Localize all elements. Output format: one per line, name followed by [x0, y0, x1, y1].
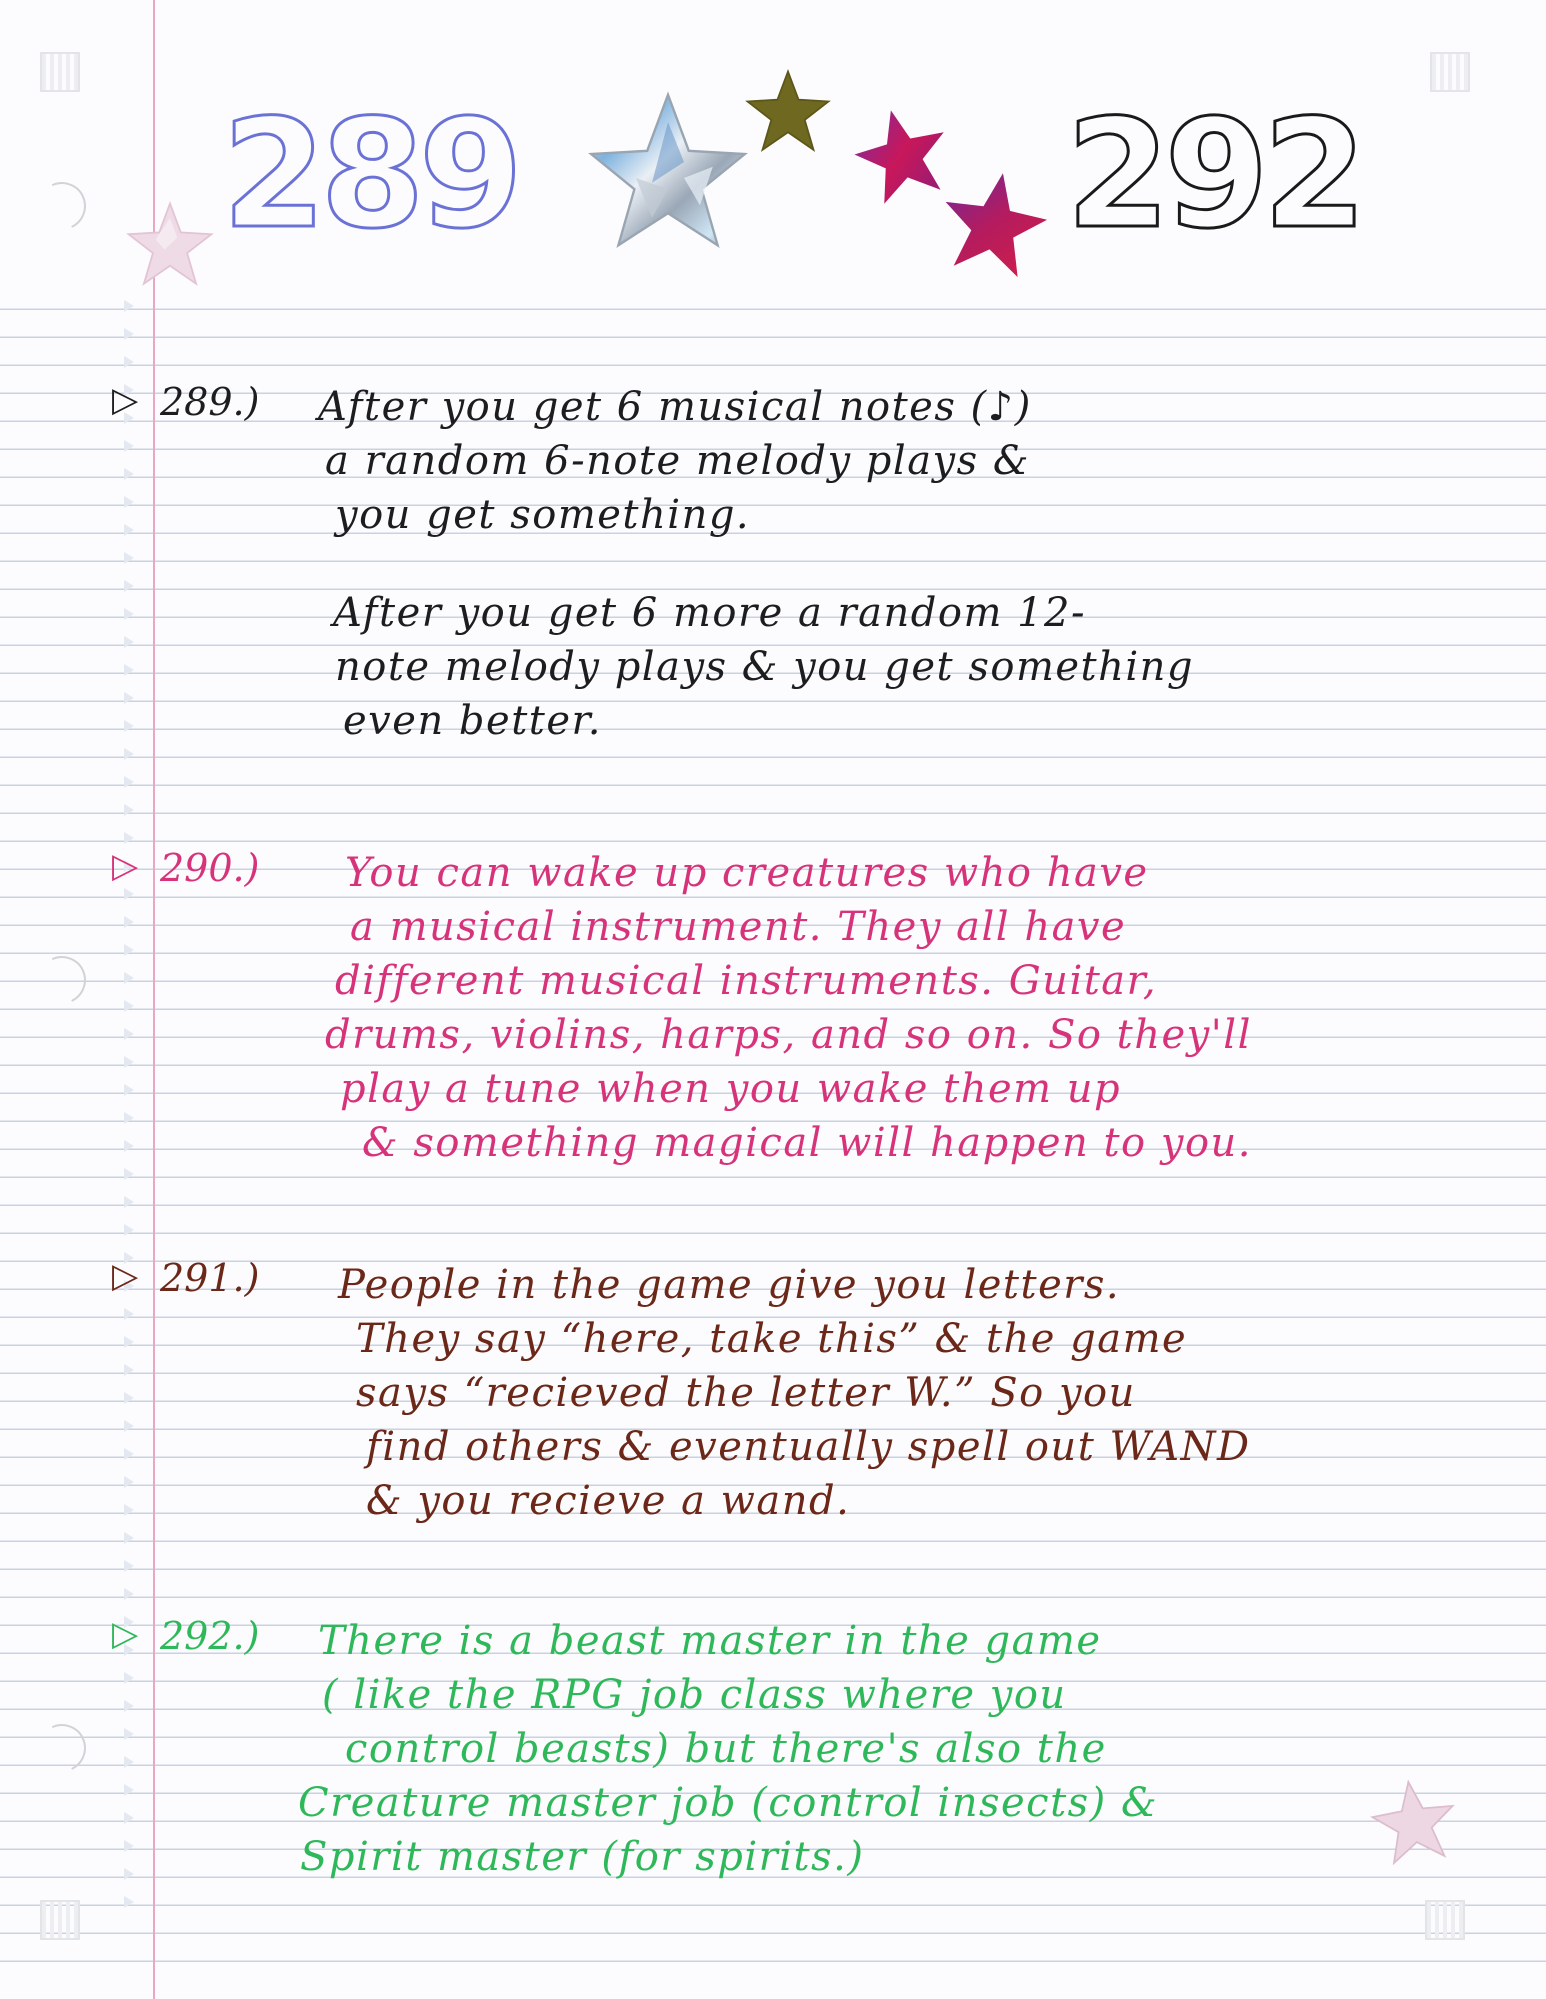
- margin-triangle: [124, 524, 134, 536]
- margin-triangle: [124, 1168, 134, 1180]
- entry-line: & something magical will happen to you.: [362, 1120, 1253, 1166]
- margin-triangle: [124, 552, 134, 564]
- entry-line: says “recieved the letter W.” So you: [356, 1370, 1136, 1416]
- margin-triangle: [124, 1308, 134, 1320]
- margin-triangle: [124, 1224, 134, 1236]
- triangle-bullet-icon: ▷: [112, 1614, 139, 1654]
- margin-triangle: [124, 496, 134, 508]
- margin-triangle: [124, 972, 134, 984]
- entry-line: They say “here, take this” & the game: [356, 1316, 1188, 1362]
- entry-line: a musical instrument. They all have: [350, 904, 1127, 950]
- margin-triangle: [124, 1336, 134, 1348]
- margin-triangle: [124, 328, 134, 340]
- margin-triangle: [124, 1140, 134, 1152]
- range-start-number: 289: [222, 88, 518, 262]
- margin-triangle: [124, 1784, 134, 1796]
- margin-triangle: [124, 1728, 134, 1740]
- binder-hole: [31, 1717, 93, 1779]
- margin-triangle: [124, 1532, 134, 1544]
- margin-triangle: [124, 944, 134, 956]
- entry-line: Creature master job (control insects) &: [298, 1780, 1159, 1826]
- entry-line: There is a beast master in the game: [318, 1618, 1102, 1664]
- entry-number: 292.): [160, 1614, 260, 1658]
- margin-triangle: [124, 1756, 134, 1768]
- margin-triangle: [124, 1196, 134, 1208]
- margin-triangle: [124, 608, 134, 620]
- margin-triangle: [124, 580, 134, 592]
- margin-triangle: [124, 636, 134, 648]
- entry-number: 289.): [160, 380, 260, 424]
- margin-triangle: [124, 1476, 134, 1488]
- margin-triangle: [124, 888, 134, 900]
- margin-triangle: [124, 1896, 134, 1908]
- entry-line: even better.: [343, 698, 602, 744]
- margin-triangle: [124, 440, 134, 452]
- red-purple-star-sticker: [852, 105, 952, 205]
- entry-line: You can wake up creatures who have: [345, 850, 1149, 896]
- margin-triangle: [124, 468, 134, 480]
- entry-line: control beasts) but there's also the: [345, 1726, 1107, 1772]
- margin-triangle-strip: [118, 300, 148, 1920]
- margin-triangle: [124, 664, 134, 676]
- gold-star-sticker: [742, 68, 834, 156]
- entry-line: a random 6-note melody plays &: [325, 438, 1030, 484]
- corner-mark: [40, 1900, 80, 1940]
- entry-line: play a tune when you wake them up: [340, 1066, 1122, 1112]
- margin-triangle: [124, 1700, 134, 1712]
- margin-triangle: [124, 804, 134, 816]
- corner-mark: [1430, 52, 1470, 92]
- entry-line: After you get 6 musical notes (♪): [318, 384, 1032, 430]
- margin-triangle: [124, 1672, 134, 1684]
- binder-hole: [31, 949, 93, 1011]
- holographic-star-sticker: [588, 88, 748, 268]
- entry-line: note melody plays & you get something: [335, 644, 1195, 690]
- margin-triangle: [124, 1840, 134, 1852]
- margin-triangle: [124, 748, 134, 760]
- entry-number: 290.): [160, 846, 260, 890]
- margin-triangle: [124, 356, 134, 368]
- margin-triangle: [124, 916, 134, 928]
- margin-triangle: [124, 1504, 134, 1516]
- corner-mark: [1425, 1900, 1465, 1940]
- margin-triangle: [124, 1028, 134, 1040]
- margin-triangle: [124, 300, 134, 312]
- margin-line: [153, 0, 155, 1999]
- entry-number: 291.): [160, 1256, 260, 1300]
- margin-triangle: [124, 832, 134, 844]
- margin-triangle: [124, 1084, 134, 1096]
- entry-line: different musical instruments. Guitar,: [335, 958, 1158, 1004]
- triangle-bullet-icon: ▷: [112, 1256, 139, 1296]
- magenta-star-sticker: [938, 168, 1050, 280]
- margin-triangle: [124, 776, 134, 788]
- margin-triangle: [124, 1392, 134, 1404]
- margin-triangle: [124, 1812, 134, 1824]
- small-star-sticker-bottom: [1370, 1778, 1458, 1866]
- small-star-sticker: [125, 200, 215, 290]
- margin-triangle: [124, 1056, 134, 1068]
- entry-line: Spirit master (for spirits.): [300, 1834, 865, 1880]
- triangle-bullet-icon: ▷: [112, 380, 139, 420]
- range-end-number: 292: [1066, 88, 1362, 262]
- entry-line: ( like the RPG job class where you: [322, 1672, 1067, 1718]
- margin-triangle: [124, 1000, 134, 1012]
- margin-triangle: [124, 1560, 134, 1572]
- margin-triangle: [124, 1364, 134, 1376]
- margin-triangle: [124, 1448, 134, 1460]
- margin-triangle: [124, 1588, 134, 1600]
- entry-line: People in the game give you letters.: [338, 1262, 1121, 1308]
- margin-triangle: [124, 1868, 134, 1880]
- entry-line: drums, violins, harps, and so on. So they'll: [325, 1012, 1252, 1058]
- margin-triangle: [124, 1112, 134, 1124]
- entry-line: After you get 6 more a random 12-: [333, 590, 1087, 636]
- corner-mark: [40, 52, 80, 92]
- entry-line: you get something.: [335, 492, 751, 538]
- entry-line: find others & eventually spell out WAND: [366, 1424, 1251, 1470]
- margin-triangle: [124, 720, 134, 732]
- triangle-bullet-icon: ▷: [112, 846, 139, 886]
- margin-triangle: [124, 1420, 134, 1432]
- entry-line: & you recieve a wand.: [366, 1478, 851, 1524]
- margin-triangle: [124, 692, 134, 704]
